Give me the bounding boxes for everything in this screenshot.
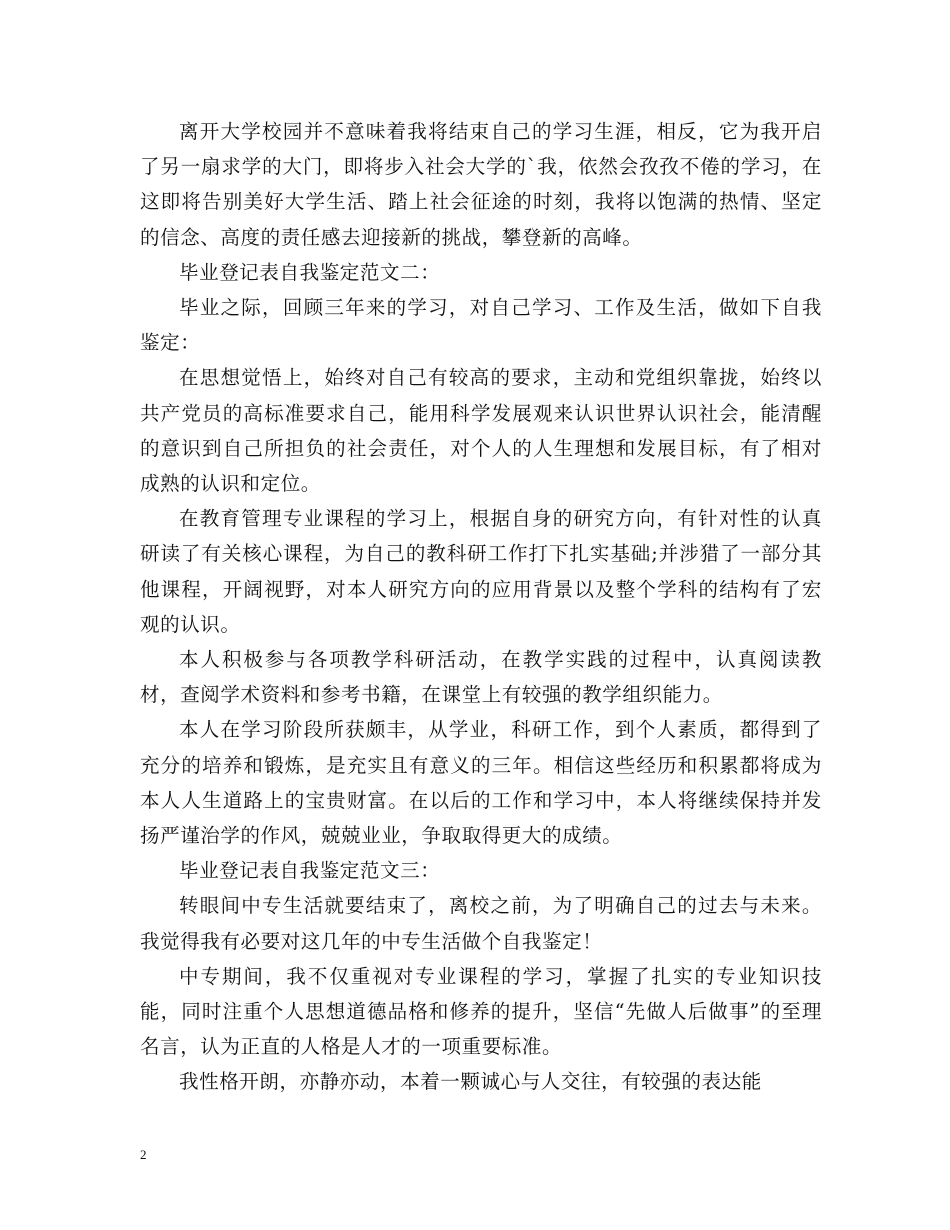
paragraph-ideology: 在思想觉悟上，始终对自己有较高的要求，主动和党组织靠拢，始终以共产党员的高标准要求自己，能用科学发展观来认识世界认识社会，能清醒的意识到自己所担负的社会责任，对个人的人生理想和发展目标，有了相对成熟的认识和定位。 [140, 366, 822, 496]
paragraph-research-activities: 本人积极参与各项教学科研活动，在教学实践的过程中，认真阅读教材，查阅学术资料和参考书籍，在课堂上有较强的教学组织能力。 [140, 648, 822, 707]
paragraph-professional-skills: 中专期间，我不仅重视对专业课程的学习，掌握了扎实的专业知识技能，同时注重个人思想道德品格和修养的提升，坚信“先做人后做事”的至理名言，认为正直的人格是人才的一项重要标准。 [140, 964, 822, 1059]
paragraph-sample-two-intro: 毕业之际，回顾三年来的学习，对自己学习、工作及生活，做如下自我鉴定： [140, 296, 822, 355]
body-text [140, 114, 822, 1100]
paragraph-sample-three-intro: 转眼间中专生活就要结束了，离校之前，为了明确自己的过去与未来。我觉得我有必要对这几年的中专生活做个自我鉴定！ [140, 894, 822, 953]
paragraph-coursework: 在教育管理专业课程的学习上，根据自身的研究方向，有针对性的认真研读了有关核心课程，为自己的教科研工作打下扎实基础;并涉猎了一部分其他课程，开阔视野，对本人研究方向的应用背景以及整个学科的结构有了宏观的认识。 [140, 507, 822, 636]
paragraph-personality: 我性格开朗，亦静亦动，本着一颗诚心与人交往，有较强的表达能 [179, 1070, 762, 1094]
paragraph-closing-statement: 离开大学校园并不意味着我将结束自己的学习生涯，相反，它为我开启了另一扇求学的大门，即将步入社会大学的`我，依然会孜孜不倦的学习，在这即将告别美好大学生活、踏上社会征途的时刻，我将以饱满的热情、坚定的信念、高度的责任感去迎接新的挑战，攀登新的高峰。 [140, 120, 822, 249]
heading-sample-two: 毕业登记表自我鉴定范文二： [179, 260, 441, 284]
heading-sample-three: 毕业登记表自我鉴定范文三： [179, 859, 441, 883]
paragraph-gains: 本人在学习阶段所获颇丰，从学业，科研工作，到个人素质，都得到了充分的培养和锻炼，是充实且有意义的三年。相信这些经历和积累都将成为本人人生道路上的宝贵财富。在以后的工作和学习中，本人将继续保持并发扬严谨治学的作风，兢兢业业，争取取得更大的成绩。 [140, 718, 822, 848]
page-number: 2 [140, 1147, 147, 1162]
